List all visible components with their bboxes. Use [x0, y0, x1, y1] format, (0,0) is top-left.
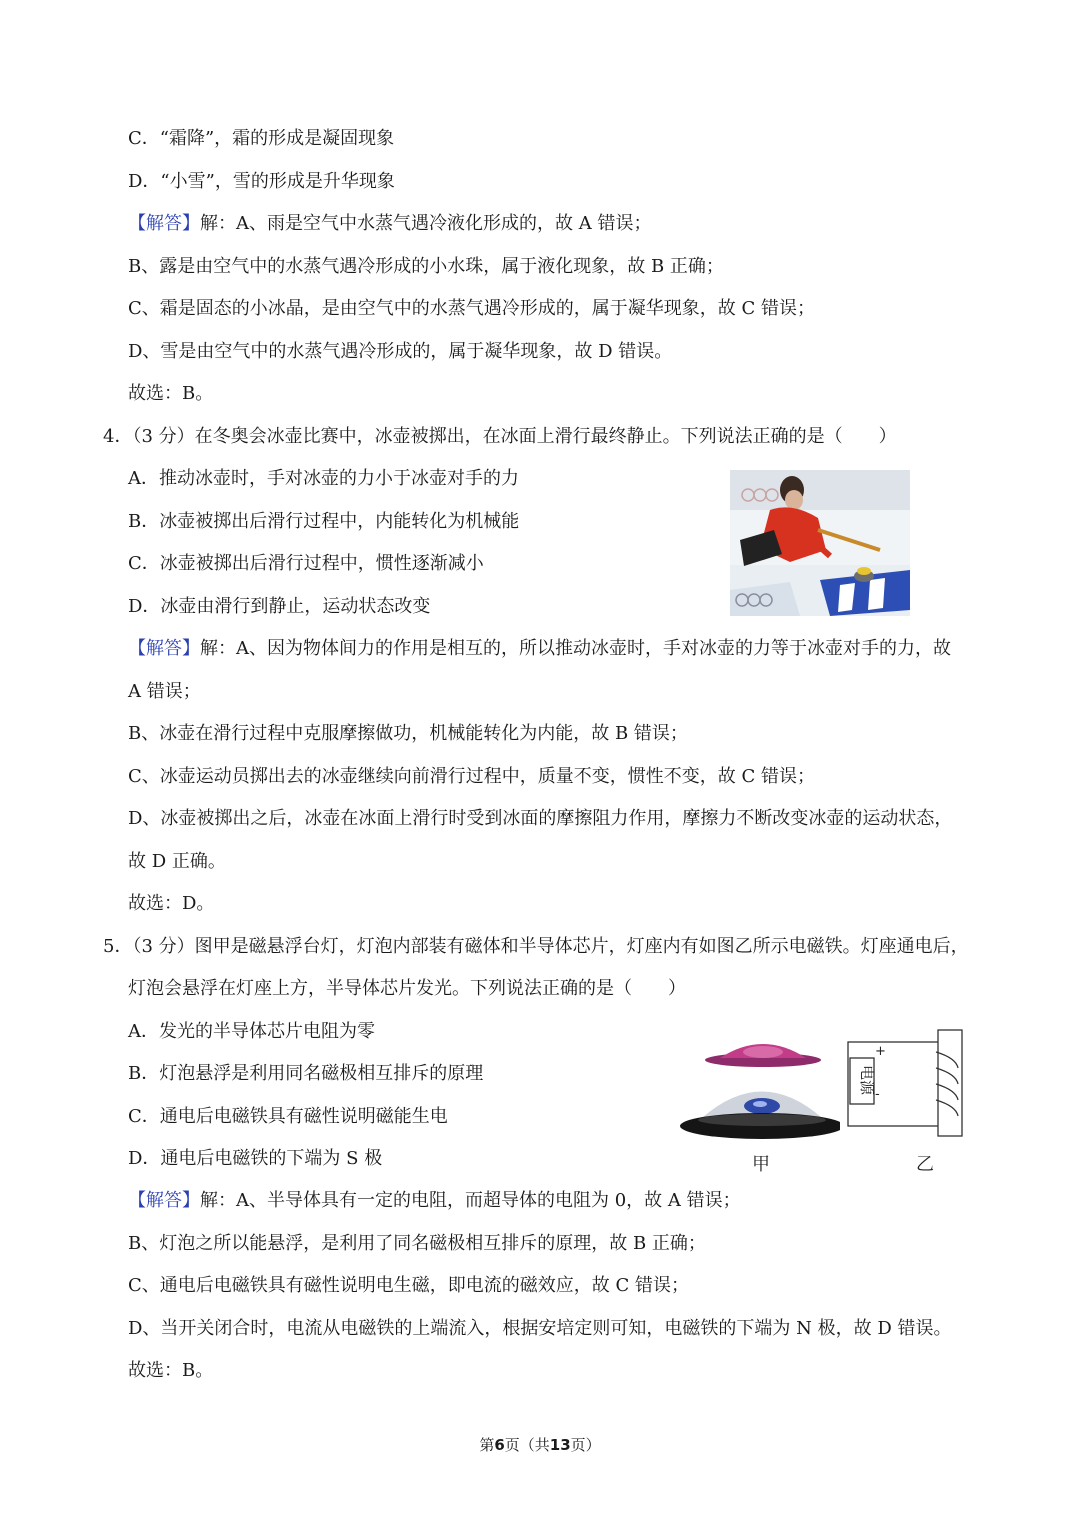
page-number: 6 — [494, 1436, 505, 1454]
q5-answer-line4: D、当开关闭合时，电流从电磁铁的上端流入，根据安培定则可知，电磁铁的下端为 N 极，故 D 错误。 — [128, 1318, 952, 1339]
q4-answer-line2: B、冰壶在滑行过程中克服摩擦做功，机械能转化为内能，故 B 错误； — [128, 723, 688, 744]
q3-answer-choice: 故选：B。 — [128, 383, 214, 404]
q5-option-a: A．发光的半导体芯片电阻为零 — [128, 1021, 375, 1042]
figure-label-jia: 甲 — [752, 1154, 770, 1175]
footer-suffix: 页） — [570, 1436, 601, 1454]
q5-option-c: C．通电后电磁铁具有磁性说明磁能生电 — [128, 1106, 448, 1127]
q5-stem-cont: 灯泡会悬浮在灯座上方，半导体芯片发光。下列说法正确的是（ ） — [128, 978, 686, 999]
q5-option-b: B．灯泡悬浮是利用同名磁极相互排斥的原理 — [128, 1063, 484, 1084]
q4-option-a: A．推动冰壶时，手对冰壶的力小于冰壶对手的力 — [128, 468, 519, 489]
q4-option-b: B．冰壶被掷出后滑行过程中，内能转化为机械能 — [128, 511, 520, 532]
q5-answer-choice: 故选：B。 — [128, 1360, 214, 1381]
q4-answer-line4: D、冰壶被掷出之后，冰壶在冰面上滑行时受到冰面的摩擦阻力作用，摩擦力不断改变冰壶的运动状态， — [128, 808, 953, 829]
answer-tag: 【解答】 — [128, 1190, 200, 1211]
q5-answer-line2: B、灯泡之所以能悬浮，是利用了同名磁极相互排斥的原理，故 B 正确； — [128, 1233, 706, 1254]
answer-tag: 【解答】 — [128, 638, 200, 659]
maglev-lamp-figure — [680, 1030, 840, 1178]
electromagnet-circuit-figure — [840, 1028, 980, 1178]
q3-answer-line4: D、雪是由空气中的水蒸气遇冷形成的，属于凝华现象，故 D 错误。 — [128, 341, 673, 362]
q3-option-c: C．“霜降”，霜的形成是凝固现象 — [128, 128, 395, 149]
page-footer — [0, 1434, 1080, 1455]
q4-answer-choice: 故选：D。 — [128, 893, 215, 914]
q5-answer-line3: C、通电后电磁铁具有磁性说明电生磁，即电流的磁效应，故 C 错误； — [128, 1275, 689, 1296]
q5-option-d: D．通电后电磁铁的下端为 S 极 — [128, 1148, 383, 1169]
q5-stem: 5．（3 分）图甲是磁悬浮台灯，灯泡内部装有磁体和半导体芯片，灯座内有如图乙所示电磁铁。灯座通电后， — [103, 936, 969, 957]
answer-tag: 【解答】 — [128, 213, 200, 234]
q4-answer-line1 — [128, 638, 951, 660]
q3-option-d: D．“小雪”，雪的形成是升华现象 — [128, 171, 395, 192]
q4-answer-line3: C、冰壶运动员掷出去的冰壶继续向前滑行过程中，质量不变，惯性不变，故 C 错误； — [128, 766, 815, 787]
answer-text: 解：A、因为物体间力的作用是相互的，所以推动冰壶时，手对冰壶的力等于冰壶对手的力，故 — [200, 638, 951, 659]
curling-photo — [730, 470, 910, 616]
q4-stem: 4．（3 分）在冬奥会冰壶比赛中，冰壶被掷出，在冰面上滑行最终静止。下列说法正确的是（ ） — [103, 426, 897, 447]
q3-answer-line2: B、露是由空气中的水蒸气遇冷形成的小水珠，属于液化现象，故 B 正确； — [128, 256, 724, 277]
answer-text: 解：A、雨是空气中水蒸气遇冷液化形成的，故 A 错误； — [200, 213, 652, 234]
q4-option-c: C．冰壶被掷出后滑行过程中，惯性逐渐减小 — [128, 553, 484, 574]
q4-option-d: D．冰壶由滑行到静止，运动状态改变 — [128, 596, 431, 617]
q4-answer-line1b: A 错误； — [128, 681, 201, 702]
q4-answer-line4b: 故 D 正确。 — [128, 851, 226, 872]
q3-answer-line3: C、霜是固态的小冰晶，是由空气中的水蒸气遇冷形成的，属于凝华现象，故 C 错误； — [128, 298, 815, 319]
total-pages: 13 — [549, 1436, 571, 1454]
power-source-label: 电源 — [858, 1064, 876, 1096]
footer-middle: 页（共 — [504, 1436, 550, 1454]
answer-text: 解：A、半导体具有一定的电阻，而超导体的电阻为 0，故 A 错误； — [200, 1190, 741, 1211]
minus-sign: - — [875, 1087, 880, 1102]
figure-label-yi: 乙 — [916, 1154, 934, 1175]
q3-answer-line1 — [128, 213, 651, 235]
q5-answer-line1 — [128, 1190, 741, 1212]
footer-prefix: 第 — [479, 1436, 495, 1454]
plus-sign: + — [875, 1044, 886, 1059]
